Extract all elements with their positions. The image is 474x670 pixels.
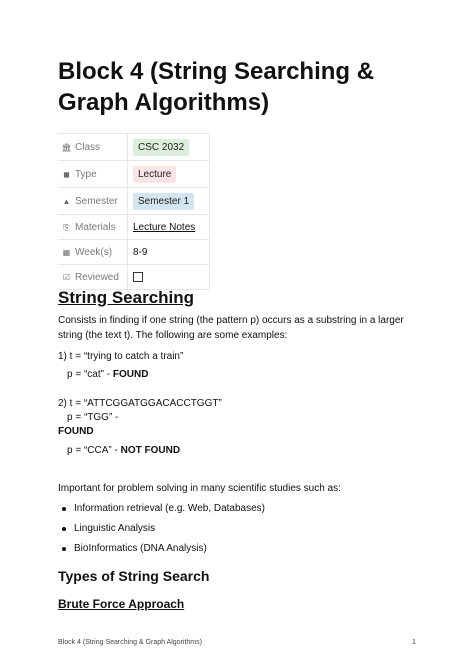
example-1-result: FOUND <box>112 369 149 380</box>
bullet-dot <box>62 547 66 551</box>
type-tag[interactable]: Lecture <box>133 166 176 183</box>
example-2-result: FOUND <box>58 426 94 437</box>
semester-icon: ▲ <box>62 196 71 206</box>
intro-paragraph: Consists in finding if one string (the pattern p) occurs as a substring in a larger string (the text t). The following are some examples: <box>58 315 404 341</box>
semester-tag[interactable]: Semester 1 <box>133 193 194 210</box>
bullet-item: Information retrieval (e.g. Web, Databases) <box>74 503 266 514</box>
example-1-pattern <box>67 367 148 382</box>
example-3-result: NOT FOUND <box>120 445 181 456</box>
property-row-weeks <box>58 240 210 265</box>
property-row-type <box>58 161 210 188</box>
section-heading: String Searching <box>58 288 195 307</box>
example-2-text: 2) t = “ATTCGGATGGACACCTGGT” <box>58 398 222 409</box>
bullet-item: BioInformatics (DNA Analysis) <box>74 543 207 554</box>
example-3-pattern-text: p = “CCA” - <box>67 445 121 456</box>
calendar-icon: ▦ <box>62 247 71 257</box>
important-paragraph: Important for problem solving in many scientific studies such as: <box>58 483 341 494</box>
bullet-dot <box>62 527 66 531</box>
reviewed-checkbox[interactable] <box>133 272 143 282</box>
property-label: Reviewed <box>75 271 119 283</box>
class-tag[interactable]: CSC 2032 <box>133 139 189 156</box>
example-1-text: 1) t = “trying to catch a train” <box>58 351 184 362</box>
bullet-item: Linguistic Analysis <box>74 523 156 534</box>
property-label: Class <box>75 141 101 153</box>
example-3-pattern <box>67 443 180 458</box>
subsection-heading: Types of String Search <box>58 568 210 584</box>
page-title: Block 4 (String Searching & Graph Algorithms) <box>58 58 375 116</box>
weeks-value: 8-9 <box>133 246 148 258</box>
type-icon: ◼ <box>63 169 70 179</box>
class-icon: 🏛︎ <box>61 142 72 152</box>
property-label: Week(s) <box>75 246 113 258</box>
subsubsection-heading: Brute Force Approach <box>58 597 185 611</box>
property-row-class <box>58 134 210 161</box>
checkbox-icon: ☑ <box>62 272 71 282</box>
property-label: Materials <box>75 221 116 233</box>
example-2-pattern: p = “TGG” - <box>67 412 119 423</box>
property-row-materials <box>58 215 210 240</box>
lecture-notes-link[interactable]: Lecture Notes <box>133 221 196 233</box>
page-number: 1 <box>412 639 416 646</box>
example-1-pattern-text: p = “cat” - <box>67 369 113 380</box>
footer-title: Block 4 (String Searching & Graph Algorithms) <box>58 639 202 646</box>
property-row-reviewed <box>58 265 210 290</box>
properties-table <box>58 133 210 290</box>
property-label: Type <box>75 168 97 180</box>
bullet-dot <box>62 507 66 511</box>
property-row-semester <box>58 188 210 215</box>
property-label: Semester <box>75 195 118 207</box>
paperclip-icon: ⎘ <box>63 222 70 232</box>
